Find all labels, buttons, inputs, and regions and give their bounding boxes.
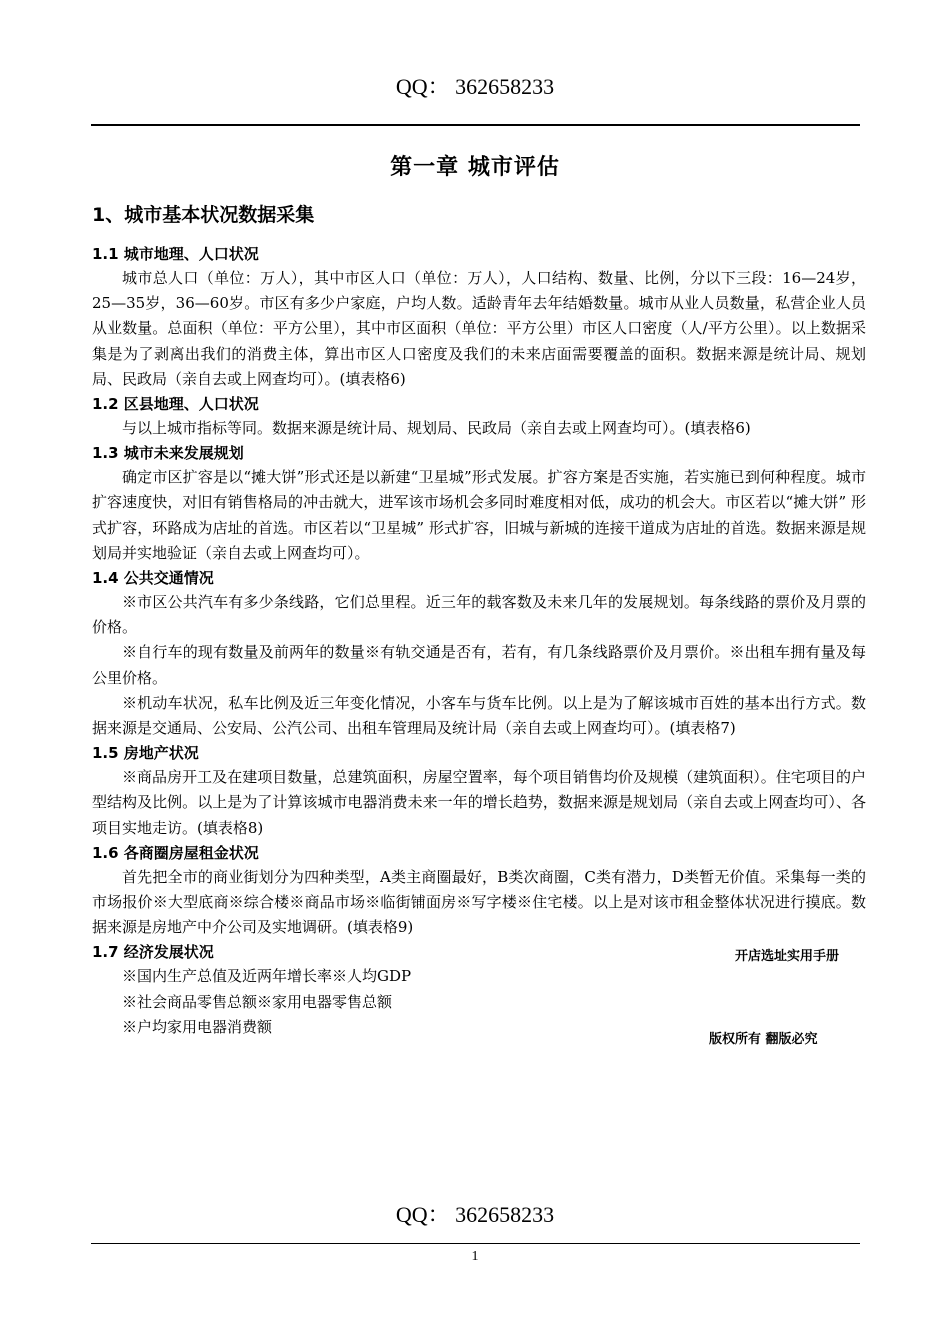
paragraph: ※户均家用电器消费额	[122, 1017, 273, 1036]
subsection-title: 1.5 房地产状况	[92, 744, 199, 763]
subsection-1-6	[92, 841, 866, 941]
chapter-title: 第一章 城市评估	[390, 155, 560, 180]
subsection-1-1	[92, 242, 866, 392]
footer-qq: QQ： 362658233	[395, 1202, 555, 1227]
header-rule	[91, 124, 860, 126]
footer-rule	[91, 1243, 860, 1244]
manual-watermark: 开店选址实用手册	[732, 945, 842, 964]
paragraph: ※自行车的现有数量及前两年的数量※有轨交通是否有，若有，有几条线路票价及月票价。※出租车拥有量及每公里价格。	[92, 643, 866, 687]
subsection-1-4	[92, 566, 866, 741]
header-qq: QQ： 362658233	[395, 74, 555, 99]
paragraph: ※国内生产总值及近两年增长率※人均GDP	[122, 967, 412, 986]
subsection-1-5	[92, 741, 866, 841]
subsection-title: 1.2 区县地理、人口状况	[92, 395, 259, 414]
subsection-1-3	[92, 441, 866, 566]
paragraph: 与以上城市指标等同。数据来源是统计局、规划局、民政局（亲自去或上网查均可）。(填表格6)	[122, 419, 751, 438]
paragraph: ※机动车状况，私车比例及近三年变化情况，小客车与货车比例。以上是为了解该城市百姓的基本出行方式。数据来源是交通局、公安局、公汽公司、出租车管理局及统计局（亲自去或上网查均可）。(填表格7)	[92, 693, 866, 738]
paragraph: 首先把全市的商业街划分为四种类型，A类主商圈最好，B类次商圈，C类有潜力，D类暂无价值。采集每一类的市场报价※大型底商※综合楼※商品市场※临街铺面房※写字楼※住宅楼。以上是对该市租金整体状况进行摸底。数据来源是房地产中介公司及实地调研。(填表格9)	[92, 867, 866, 937]
paragraph: ※社会商品零售总额※家用电器零售总额	[122, 992, 393, 1011]
document-body	[92, 200, 866, 1040]
page-number: 1	[471, 1249, 479, 1264]
copyright-watermark: 版权所有 翻版必究	[706, 1028, 821, 1047]
paragraph: ※商品房开工及在建项目数量，总建筑面积，房屋空置率，每个项目销售均价及规模（建筑面积）。住宅项目的户型结构及比例。以上是为了计算该城市电器消费未来一年的增长趋势，数据来源是规划局（亲自去或上网查均可）、各项目实地走访。(填表格8)	[92, 768, 866, 837]
subsection-1-2	[92, 392, 866, 441]
subsection-title: 1.4 公共交通情况	[92, 569, 214, 588]
subsection-title: 1.6 各商圈房屋租金状况	[92, 843, 259, 862]
subsection-title: 1.1 城市地理、人口状况	[92, 245, 259, 263]
paragraph: 确定市区扩容是以“摊大饼”形式还是以新建“卫星城”形式发展。扩容方案是否实施，若实施已到何种程度。城市扩容速度快，对旧有销售格局的冲击就大，进军该市场机会多同时难度相对低，成功的机会大。市区若以“摊大饼” 形式扩容，环路成为店址的首选。市区若以“卫星城” 形式扩容，旧城与新城的连接干道成为店址的首选。数据来源是规划局并实地验证（亲自去或上网查均可）。	[92, 468, 866, 562]
paragraph: ※市区公共汽车有多少条线路，它们总里程。近三年的载客数及未来几年的发展规划。每条线路的票价及月票的价格。	[92, 593, 866, 637]
section-title: 1、城市基本状况数据采集	[92, 204, 315, 226]
paragraph: 城市总人口（单位：万人），其中市区人口（单位：万人），人口结构、数量、比例，分以下三段：16—24岁，25—35岁，36—60岁。市区有多少户家庭，户均人数。适龄青年去年结婚数量。城市从业人员数量，私营企业人员从业数量。总面积（单位：平方公里），其中市区面积（单位：平方公里）市区人口密度（人/平方公里）。以上数据采集是为了剥离出我们的消费主体，算出市区人口密度及我们的未来店面需要覆盖的面积。数据来源是统计局、规划局、民政局（亲自去或上网查均可）。(填表格6)	[92, 269, 866, 388]
subsection-title: 1.3 城市未来发展规划	[92, 444, 244, 463]
subsection-title: 1.7 经济发展状况	[92, 943, 214, 962]
